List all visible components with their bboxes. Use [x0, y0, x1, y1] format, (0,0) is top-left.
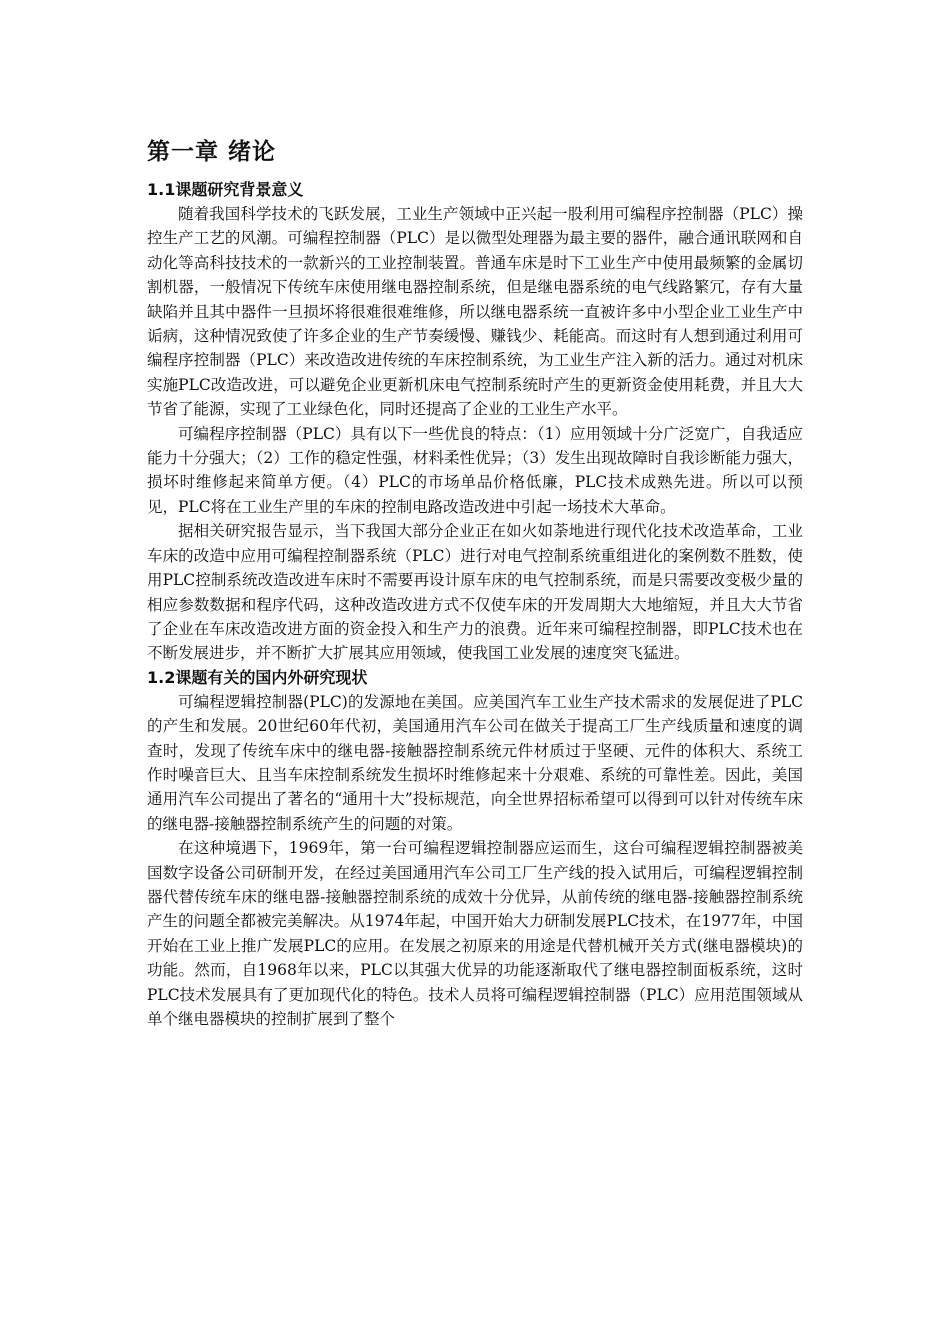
paragraph: 据相关研究报告显示，当下我国大部分企业正在如火如荼地进行现代化技术改造革命，工业车床的改造中应用可编程控制器系统（PLC）进行对电气控制系统重组进化的案例数不胜数，使用PLC控制系统改造改进车床时不需要再设计原车床的电气控制系统，而是只需要改变极少量的相应参数数据和程序代码，这种改造改进方式不仅使车床的开发周期大大地缩短，并且大大节省了企业在车床改造改进方面的资金投入和生产力的浪费。近年来可编程控制器，即PLC技术也在不断发展进步，并不断扩大扩展其应用领域，使我国工业发展的速度突飞猛进。	[147, 522, 803, 663]
section-heading: 1.2课题有关的国内外研究现状	[147, 667, 368, 687]
paragraph: 可编程逻辑控制器(PLC)的发源地在美国。应美国汽车工业生产技术需求的发展促进了PLC的产生和发展。20世纪60年代初，美国通用汽车公司在做关于提高工厂生产线质量和速度的调查时，发现了传统车床中的继电器-接触器控制系统元件材质过于坚硬、元件的体积大、系统工作时噪音巨大、且当车床控制系统发生损坏时维修起来十分艰难、系统的可靠性差。因此，美国通用汽车公司提出了著名的“通用十大”投标规范，向全世界招标希望可以得到可以针对传统车床的继电器-接触器控制系统产生的问题的对策。	[147, 692, 803, 833]
paragraph: 在这种境遇下，1969年，第一台可编程逻辑控制器应运而生，这台可编程逻辑控制器被美国数字设备公司研制开发，在经过美国通用汽车公司工厂生产线的投入试用后，可编程逻辑控制器代替传统车床的继电器-接触器控制系统的成效十分优异，从前传统的继电器-接触器控制系统产生的问题全都被完美解决。从1974年起，中国开始大力研制发展PLC技术，在1977年，中国开始在工业上推广发展PLC的应用。在发展之初原来的用途是代替机械开关方式(继电器模块)的功能。然而，自1968年以来，PLC以其强大优异的功能逐渐取代了继电器控制面板系统，这时PLC技术发展具有了更加现代化的特色。技术人员将可编程逻辑控制器（PLC）应用范围领域从单个继电器模块的控制扩展到了整个	[147, 839, 803, 1028]
section-heading: 1.1课题研究背景意义	[147, 180, 304, 199]
section-research-status	[147, 666, 803, 1032]
section-background	[147, 178, 803, 666]
paragraph: 随着我国科学技术的飞跃发展，工业生产领域中正兴起一股利用可编程序控制器（PLC）操控生产工艺的风潮。可编程控制器（PLC）是以微型处理器为最主要的器件，融合通讯联网和自动化等高科技技术的一款新兴的工业控制装置。普通车床是时下工业生产中使用最频繁的金属切割机器，一般情况下传统车床使用继电器控制系统，但是继电器系统的电气线路繁冗，存有大量缺陷并且其中器件一旦损坏将很难很难维修，所以继电器系统一直被许多中小型企业工业生产中诟病，这种情况致使了许多企业的生产节奏缓慢、赚钱少、耗能高。而这时有人想到通过利用可编程序控制器（PLC）来改造改进传统的车床控制系统，为工业生产注入新的活力。通过对机床实施PLC改造改进，可以避免企业更新机床电气控制系统时产生的更新资金使用耗费，并且大大节省了能源，实现了工业绿色化，同时还提高了企业的工业生产水平。	[147, 205, 803, 419]
document-page	[147, 136, 803, 1031]
paragraph: 可编程序控制器（PLC）具有以下一些优良的特点：（1）应用领域十分广泛宽广，自我适应能力十分强大；（2）工作的稳定性强，材料柔性优异；（3）发生出现故障时自我诊断能力强大，损坏时维修起来简单方便。（4）PLC的市场单品价格低廉，PLC技术成熟先进。所以可以预见，PLC将在工业生产里的车床的控制电路改造改进中引起一场技术大革命。	[147, 424, 803, 516]
chapter-title: 第一章 绪论	[147, 139, 277, 165]
